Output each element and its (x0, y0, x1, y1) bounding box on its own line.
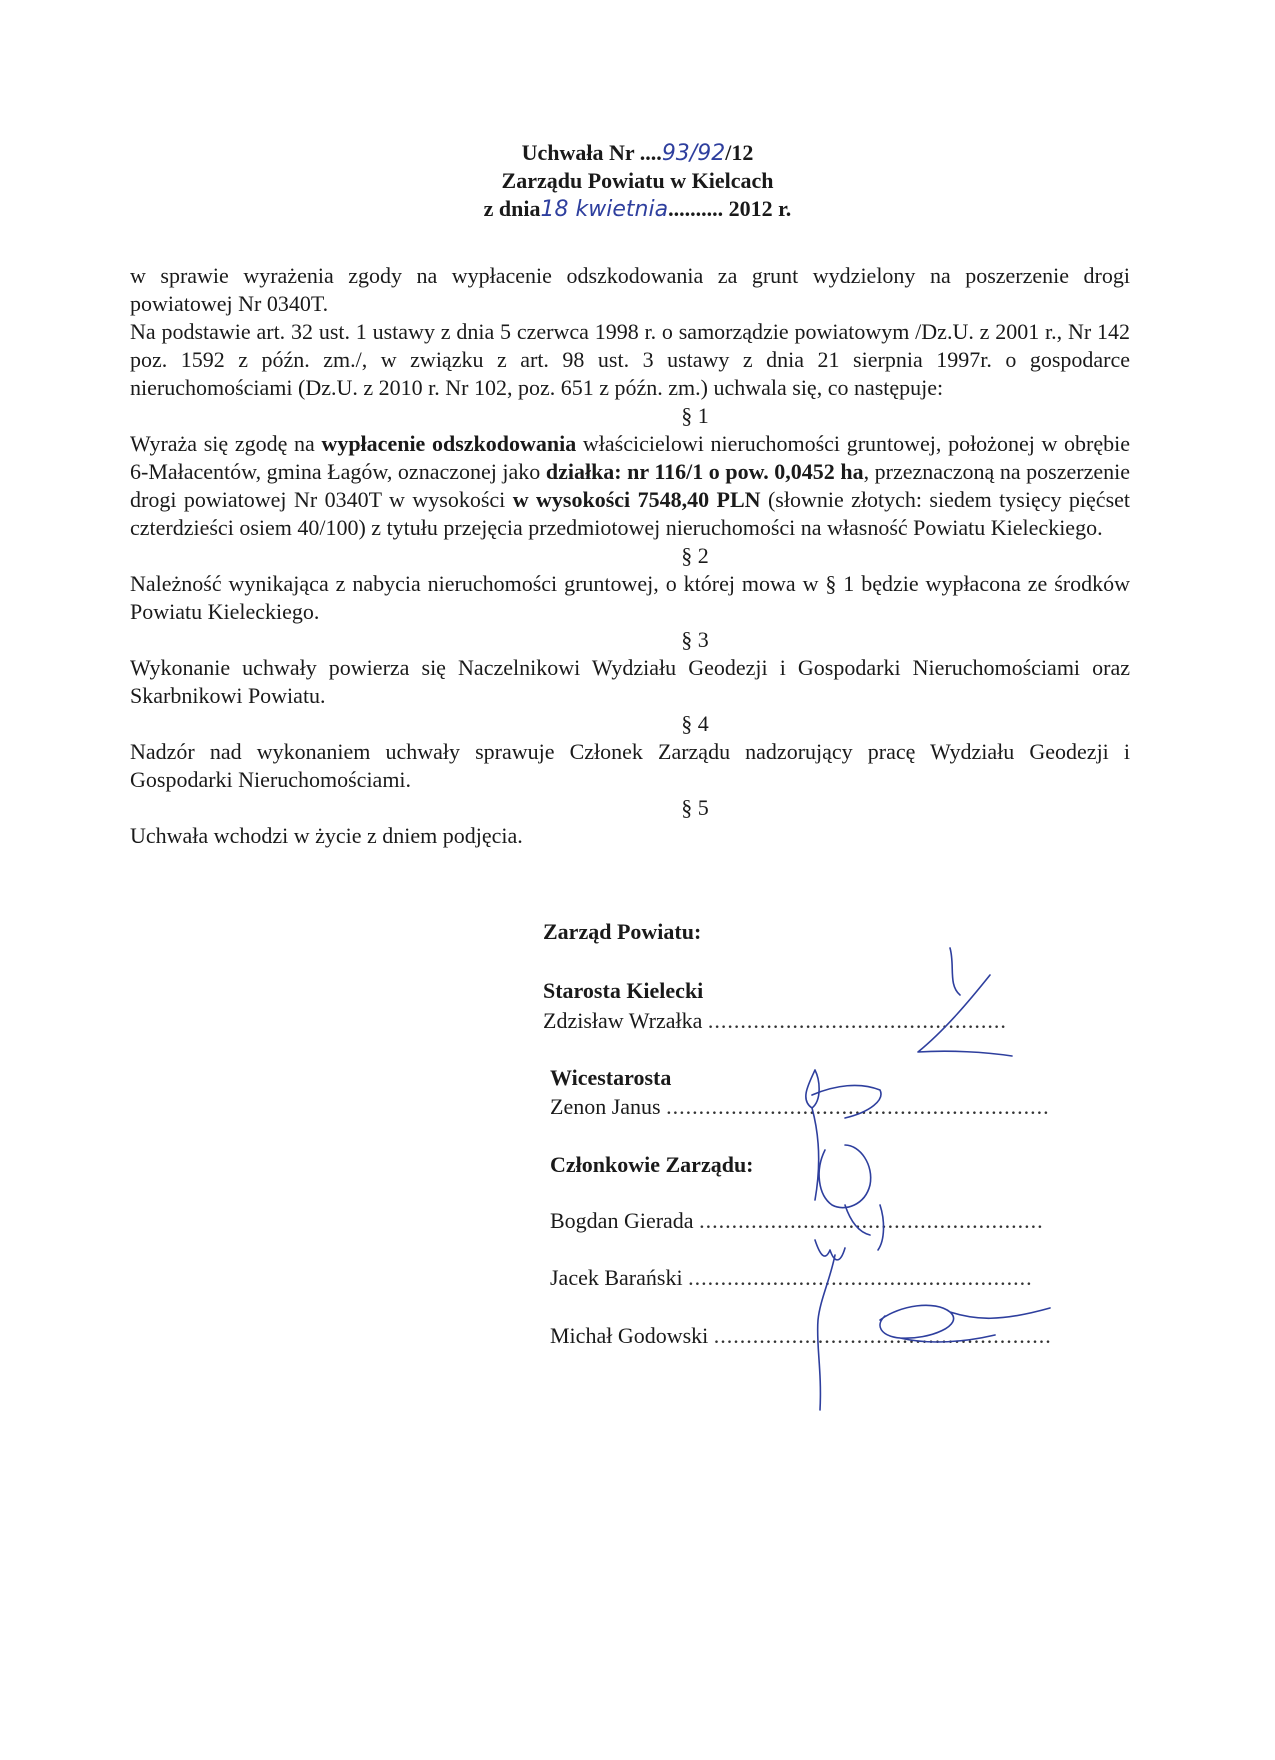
resolution-number-prefix: Uchwała Nr .... (521, 140, 662, 165)
s1-bold-c: w wysokości 7548,40 PLN (512, 487, 761, 512)
resolution-date (0, 196, 1275, 222)
handwritten-date: 18 kwietnia (540, 197, 669, 222)
signature-dots: ..................................................... (688, 1265, 1033, 1290)
section-4-mark: § 4 (681, 711, 709, 736)
vice-signature-line (550, 1093, 1050, 1121)
date-suffix: .......... 2012 r. (668, 196, 792, 221)
s1-text-d: (słownie złotych: siedem tysięcy pięćset czterdzieści osiem 40/100) z tytułu przejęcia przedmiotowej nieruchomości na własność Powiatu Kieleckiego. (130, 487, 1131, 540)
resolution-number-suffix: /12 (725, 140, 754, 165)
member3-signature-line (550, 1322, 1052, 1350)
s1-text-a: Wyraża się zgodę na (130, 431, 322, 456)
legal-basis-paragraph: Na podstawie art. 32 ust. 1 ustawy z dnia 5 czerwca 1998 r. o samorządzie powiatowym /Dz.U. z 2001 r., Nr 142 poz. 1592 z późn. zm./, w związku z art. 98 ust. 3 ustawy z dnia 21 sierpnia 1997r. o gospodarce nieruchomościami (Dz.U. z 2010 r. Nr 102, poz. 651 z późn. zm.) uchwala się, co następuje: (130, 319, 1130, 400)
section-5-text: Uchwała wchodzi w życie z dniem podjęcia. (130, 823, 523, 848)
member1-name: Bogdan Gierada (550, 1208, 694, 1233)
s1-bold-b: działka: nr 116/1 o pow. 0,0452 ha (545, 459, 864, 484)
section-4-text: Nadzór nad wykonaniem uchwały sprawuje Członek Zarządu nadzorujący pracę Wydziału Geodezji i Gospodarki Nieruchomościami. (130, 739, 1130, 792)
section-5-mark: § 5 (681, 795, 709, 820)
member1-signature-line (550, 1207, 1044, 1235)
starosta-signature-line (543, 1007, 1007, 1035)
section-3-text: Wykonanie uchwały powierza się Naczelnikowi Wydziału Geodezji i Gospodarki Nieruchomościami oraz Skarbnikowi Powiatu. (130, 655, 1130, 708)
section-2-mark: § 2 (681, 543, 709, 568)
resolution-body (130, 262, 1130, 850)
section-3-mark: § 3 (681, 627, 709, 652)
signature-dots: .................................................... (713, 1323, 1052, 1348)
section-1-text (130, 430, 1130, 542)
starosta-title: Starosta Kielecki (543, 978, 704, 1003)
s1-text-c: , przeznaczoną na poszerzenie drogi powiatowej Nr 0340T w wysokości (130, 459, 1130, 512)
resolution-number (0, 140, 1275, 166)
signature-dots: ........................................................... (666, 1094, 1050, 1119)
member2-name: Jacek Barański (550, 1265, 683, 1290)
member2-signature-line (550, 1264, 1033, 1292)
signature-dots: ..................................................... (699, 1208, 1044, 1233)
board-heading: Zarząd Powiatu: (543, 919, 702, 944)
s1-text-b: właścicielowi nieruchomości gruntowej, położonej w obrębie 6-Małacentów, gmina Łagów, oznaczonej jako (130, 431, 1130, 484)
starosta-signature (918, 948, 1012, 1056)
handwritten-number: 93/92 (661, 141, 726, 166)
vice-title: Wicestarosta (550, 1065, 672, 1090)
signature-dots: .............................................. (707, 1008, 1007, 1033)
members-heading: Członkowie Zarządu: (550, 1152, 754, 1177)
date-prefix: z dnia (483, 196, 541, 221)
subject-paragraph: w sprawie wyrażenia zgody na wypłacenie odszkodowania za grunt wydzielony na poszerzenie drogi powiatowej Nr 0340T. (130, 263, 1130, 316)
s1-bold-a: wypłacenie odszkodowania (321, 431, 577, 456)
vice-name: Zenon Janus (550, 1094, 661, 1119)
section-1-mark: § 1 (681, 403, 709, 428)
member3-name: Michał Godowski (550, 1323, 709, 1348)
issuing-body: Zarządu Powiatu w Kielcach (501, 168, 774, 193)
vice-signature (806, 1070, 881, 1200)
starosta-name: Zdzisław Wrzałka (543, 1008, 703, 1033)
section-2-text: Należność wynikająca z nabycia nieruchomości gruntowej, o której mowa w § 1 będzie wypłacona ze środków Powiatu Kieleckiego. (130, 571, 1130, 624)
